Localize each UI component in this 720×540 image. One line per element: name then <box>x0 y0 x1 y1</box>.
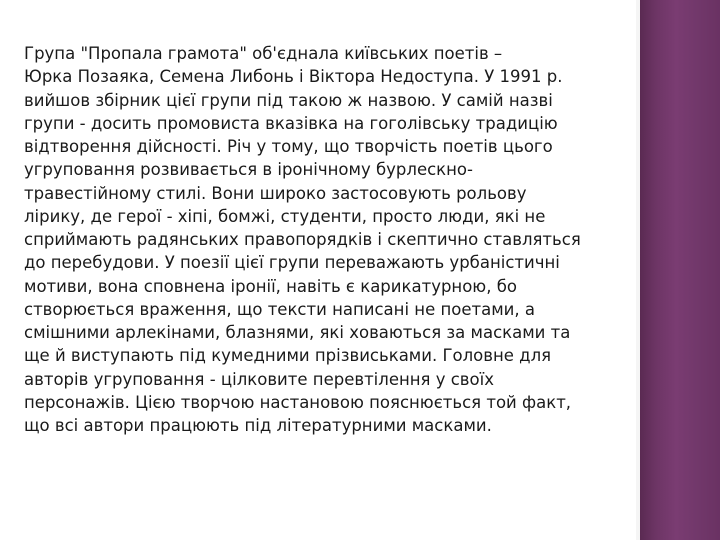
text-line: угруповання розвивається в іронічному бурлескно- <box>24 160 473 180</box>
text-line: до перебудови. У поезії цієї групи переважають урбаністичні <box>24 253 560 273</box>
text-line: відтворення дійсності. Річ у тому, що творчість поетів цього <box>24 137 553 156</box>
text-line: Юрка Позаяка, Семена Либонь і Віктора Недоступа. У 1991 р. <box>24 67 563 87</box>
text-line: ще й виступають під кумедними прізвиськами. Головне для <box>24 346 552 366</box>
text-line: вийшов збірник цієї групи під такою ж назвою. У самій назві <box>24 90 553 110</box>
text-line: створюється враження, що тексти написані не поетами, а <box>24 299 536 319</box>
text-line: персонажів. Цією творчою настановою пояснюється той факт, <box>24 392 572 412</box>
text-line: сприймають радянських правопорядків і скептично ставляться <box>24 230 581 249</box>
decorative-side-panel <box>640 0 720 540</box>
text-line: лірику, де герої - хіпі, бомжі, студенти, просто люди, які не <box>24 206 546 226</box>
text-line: травестійному стилі. Вони широко застосовують рольову <box>24 183 527 203</box>
text-line: авторів угруповання - цілковите перевтілення у своїх <box>24 369 494 389</box>
text-line: смішними арлекінами, блазнями, які ховаються за масками та <box>24 323 571 342</box>
text-line: мотиви, вона сповнена іронії, навіть є карикатурною, бо <box>24 276 517 296</box>
text-line: групи - досить промовиста вказівка на гоголівську традицію <box>24 113 558 133</box>
slide-body-text <box>24 42 624 437</box>
text-line: що всі автори працюють під літературними масками. <box>24 416 492 435</box>
text-line: Група "Пропала грамота" об'єднала київських поетів – <box>24 44 503 63</box>
